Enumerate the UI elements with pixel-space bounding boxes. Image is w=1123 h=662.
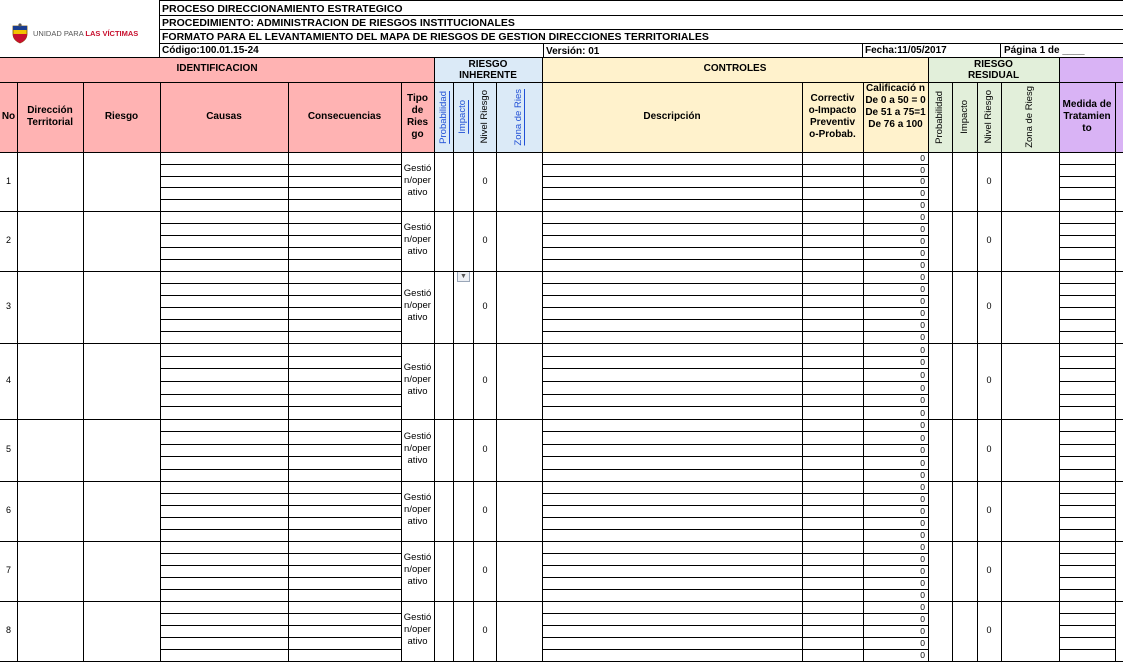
col-medida-label: Medida de Tratamien to — [1062, 99, 1112, 134]
grid-line — [862, 43, 863, 57]
grid-line — [160, 259, 401, 260]
document-date: Fecha:11/05/2017 — [865, 45, 947, 56]
control-score: 0 — [920, 165, 925, 175]
col-res-impacto-label: Impacto — [958, 100, 970, 134]
control-score: 0 — [920, 345, 925, 355]
control-score: 0 — [920, 433, 925, 443]
col-header-extra — [1115, 82, 1123, 152]
grid-line — [542, 431, 928, 432]
grid-line — [542, 406, 928, 407]
risk-type[interactable]: Gestió n/oper ativo — [403, 431, 432, 466]
col-header-zona-riesgo[interactable] — [496, 82, 542, 152]
grid-line — [160, 356, 401, 357]
residual-risk-level: 0 — [986, 375, 992, 385]
control-score: 0 — [920, 506, 925, 516]
grid-line — [1000, 43, 1001, 57]
grid-line — [542, 517, 928, 518]
residual-risk-level: 0 — [986, 565, 992, 575]
grid-line — [1059, 199, 1115, 200]
section-identificacion-label: IDENTIFICACION — [176, 62, 258, 74]
grid-line — [160, 295, 401, 296]
grid-line — [1059, 356, 1115, 357]
col-correctivo-label: Correctiv o-Impacto Preventiv o-Probab. — [808, 93, 857, 140]
grid-line — [0, 601, 1123, 602]
grid-line — [1059, 247, 1115, 248]
grid-line — [160, 235, 401, 236]
grid-line — [542, 235, 928, 236]
control-score: 0 — [920, 614, 925, 624]
grid-line — [0, 419, 1123, 420]
section-medida — [1059, 57, 1123, 82]
control-score: 0 — [920, 566, 925, 576]
grid-line — [542, 283, 928, 284]
grid-line — [1059, 431, 1115, 432]
col-header-causas — [160, 82, 288, 152]
residual-risk-level: 0 — [986, 625, 992, 635]
risk-type[interactable]: Gestió n/oper ativo — [403, 288, 432, 323]
grid-line — [542, 199, 928, 200]
grid-line — [1059, 57, 1060, 82]
colombia-coat-of-arms-icon — [10, 23, 30, 45]
grid-line — [160, 247, 401, 248]
col-header-nivel-riesgo — [473, 82, 496, 152]
grid-line — [160, 553, 401, 554]
grid-line — [542, 469, 928, 470]
col-res-nivel-label: Nivel Riesgo — [983, 90, 994, 144]
col-riesgo-label: Riesgo — [104, 111, 139, 122]
col-header-res-zona — [1001, 82, 1059, 152]
grid-line — [1115, 82, 1116, 661]
grid-line — [542, 295, 928, 296]
grid-line — [542, 649, 928, 650]
format-title: FORMATO PARA EL LEVANTAMIENTO DEL MAPA DE RIESGOS DE GESTION DIRECCIONES TERRITORIALES — [162, 31, 709, 43]
grid-line — [1059, 553, 1115, 554]
control-score: 0 — [920, 188, 925, 198]
control-score: 0 — [920, 420, 925, 430]
grid-line — [160, 444, 401, 445]
grid-line — [160, 319, 401, 320]
control-score: 0 — [920, 212, 925, 222]
control-score: 0 — [920, 248, 925, 258]
grid-line — [1059, 82, 1060, 661]
col-no-label: No — [1, 111, 16, 122]
grid-line — [1059, 283, 1115, 284]
inherent-risk-level: 0 — [482, 235, 488, 245]
grid-line — [160, 637, 401, 638]
col-header-calificacion — [863, 82, 928, 152]
grid-line — [160, 625, 401, 626]
section-controles — [542, 57, 928, 82]
control-score: 0 — [920, 236, 925, 246]
control-score: 0 — [920, 260, 925, 270]
residual-risk-level: 0 — [986, 175, 992, 186]
grid-line — [1059, 235, 1115, 236]
grid-line — [0, 211, 1123, 212]
grid-line — [160, 589, 401, 590]
grid-line — [1059, 613, 1115, 614]
grid-line — [1059, 319, 1115, 320]
control-score: 0 — [920, 518, 925, 528]
col-header-tipo — [401, 82, 434, 152]
grid-line — [1059, 381, 1115, 382]
control-score: 0 — [920, 395, 925, 405]
procedure-title: PROCEDIMIENTO: ADMINISTRACION DE RIESGOS INSTITUCIONALES — [162, 17, 515, 29]
col-header-consecuencias — [288, 82, 401, 152]
grid-line — [160, 394, 401, 395]
control-score: 0 — [920, 224, 925, 234]
grid-line — [0, 541, 1123, 542]
grid-line — [160, 164, 401, 165]
section-riesgo-residual-label: RIESGO RESIDUAL — [967, 58, 1020, 81]
grid-line — [542, 589, 928, 590]
grid-line — [542, 164, 928, 165]
grid-line — [159, 0, 1123, 1]
grid-line — [17, 82, 18, 661]
grid-line — [160, 331, 401, 332]
grid-line — [160, 199, 401, 200]
grid-line — [542, 394, 928, 395]
grid-line — [496, 82, 497, 661]
grid-line — [1059, 164, 1115, 165]
grid-line — [542, 82, 543, 661]
grid-line — [542, 637, 928, 638]
grid-line — [1059, 295, 1115, 296]
row-number: 2 — [5, 235, 11, 245]
grid-line — [160, 456, 401, 457]
control-score: 0 — [920, 357, 925, 367]
grid-line — [434, 57, 435, 82]
risk-type[interactable]: Gestió n/oper ativo — [403, 362, 432, 397]
inherent-risk-level: 0 — [482, 505, 488, 515]
grid-line — [1059, 259, 1115, 260]
grid-line — [543, 43, 544, 57]
grid-line — [863, 82, 864, 661]
section-riesgo-inherente — [434, 57, 542, 82]
grid-line — [542, 187, 928, 188]
grid-line — [1059, 444, 1115, 445]
grid-line — [159, 29, 1123, 30]
grid-line — [542, 57, 543, 82]
col-header-no — [0, 82, 17, 152]
grid-line — [542, 493, 928, 494]
grid-line — [160, 82, 161, 661]
control-score: 0 — [920, 578, 925, 588]
control-score: 0 — [920, 650, 925, 660]
grid-line — [1059, 223, 1115, 224]
grid-line — [542, 307, 928, 308]
grid-line — [542, 613, 928, 614]
grid-line — [542, 577, 928, 578]
grid-line — [542, 247, 928, 248]
control-score: 0 — [920, 320, 925, 330]
col-calificacion-label: Calificació n De 0 a 50 = 0 De 51 a 75=1 De 76 a 100 — [865, 83, 926, 130]
grid-line — [160, 493, 401, 494]
grid-line — [1059, 406, 1115, 407]
grid-line — [1059, 649, 1115, 650]
control-score: 0 — [920, 383, 925, 393]
grid-line — [1059, 187, 1115, 188]
grid-line — [1059, 307, 1115, 308]
col-tipo-label: Tipo de Ries go — [406, 93, 429, 140]
control-score: 0 — [920, 272, 925, 282]
grid-line — [0, 271, 1123, 272]
grid-line — [1059, 529, 1115, 530]
control-score: 0 — [920, 638, 925, 648]
section-riesgo-residual — [928, 57, 1059, 82]
grid-line — [1059, 493, 1115, 494]
col-nivel-riesgo-label: Nivel Riesgo — [478, 90, 490, 144]
section-riesgo-inherente-label: RIESGO INHERENTE — [459, 58, 517, 81]
col-causas-label: Causas — [206, 111, 242, 122]
col-header-impacto[interactable] — [453, 82, 473, 152]
grid-line — [83, 82, 84, 661]
grid-line — [542, 368, 928, 369]
residual-risk-level: 0 — [986, 235, 992, 245]
grid-line — [542, 331, 928, 332]
grid-line — [952, 82, 953, 661]
logo-text-post: LAS VÍCTIMAS — [85, 29, 139, 38]
control-score: 0 — [920, 470, 925, 480]
control-score: 0 — [920, 482, 925, 492]
grid-line — [928, 57, 929, 82]
grid-line — [160, 368, 401, 369]
grid-line — [1059, 565, 1115, 566]
grid-line — [160, 223, 401, 224]
grid-line — [1059, 456, 1115, 457]
grid-line — [160, 406, 401, 407]
grid-line — [1059, 176, 1115, 177]
grid-line — [1059, 589, 1115, 590]
row-number: 7 — [5, 565, 11, 575]
grid-line — [542, 381, 928, 382]
residual-risk-level: 0 — [986, 444, 992, 454]
grid-line — [802, 82, 803, 661]
document-code: Código:100.01.15-24 — [162, 45, 259, 56]
row-number: 6 — [5, 505, 11, 515]
risk-type[interactable]: Gestió n/oper ativo — [403, 162, 432, 198]
grid-line — [1059, 394, 1115, 395]
grid-line — [0, 343, 1123, 344]
grid-line — [288, 82, 289, 661]
control-score: 0 — [920, 530, 925, 540]
col-header-res-nivel — [977, 82, 1001, 152]
grid-line — [160, 187, 401, 188]
control-score: 0 — [920, 408, 925, 418]
inherent-risk-level: 0 — [482, 375, 488, 385]
grid-line — [160, 649, 401, 650]
grid-line — [1001, 82, 1002, 661]
col-header-res-probabilidad — [928, 82, 952, 152]
col-header-probabilidad[interactable] — [434, 82, 453, 152]
document-version: Versión: 01 — [546, 46, 600, 57]
row-number: 8 — [5, 625, 11, 635]
grid-line — [1059, 625, 1115, 626]
control-score: 0 — [920, 176, 925, 186]
grid-line — [160, 565, 401, 566]
grid-line — [160, 613, 401, 614]
control-score: 0 — [920, 284, 925, 294]
control-score: 0 — [920, 370, 925, 380]
grid-line — [1059, 577, 1115, 578]
risk-type[interactable]: Gestió n/oper ativo — [403, 222, 432, 257]
grid-line — [160, 283, 401, 284]
grid-line — [160, 381, 401, 382]
risk-type[interactable]: Gestió n/oper ativo — [403, 552, 432, 587]
control-score: 0 — [920, 458, 925, 468]
grid-line — [473, 82, 474, 661]
row-number: 5 — [5, 444, 11, 454]
grid-line — [542, 444, 928, 445]
col-consecuencias-label: Consecuencias — [307, 111, 382, 122]
grid-line — [542, 625, 928, 626]
grid-line — [0, 82, 1123, 83]
grid-line — [1059, 368, 1115, 369]
grid-line — [542, 176, 928, 177]
grid-line — [542, 223, 928, 224]
grid-line — [159, 0, 160, 57]
row-number: 4 — [5, 375, 11, 385]
control-score: 0 — [920, 542, 925, 552]
control-score: 0 — [920, 554, 925, 564]
grid-line — [0, 152, 1123, 153]
col-res-probabilidad-label: Probabilidad — [934, 90, 945, 144]
process-title: PROCESO DIRECCIONAMIENTO ESTRATEGICO — [162, 3, 403, 15]
document-page: Página 1 de ____ — [1004, 45, 1085, 56]
grid-line — [0, 57, 1123, 58]
section-controles-label: CONTROLES — [703, 62, 767, 74]
grid-line — [542, 565, 928, 566]
grid-line — [0, 481, 1123, 482]
control-score: 0 — [920, 308, 925, 318]
inherent-risk-level: 0 — [482, 565, 488, 575]
grid-line — [542, 356, 928, 357]
grid-line — [542, 259, 928, 260]
residual-risk-level: 0 — [986, 301, 992, 311]
dropdown-arrow-button[interactable]: ▼ — [457, 271, 470, 282]
control-score: 0 — [920, 590, 925, 600]
grid-line — [453, 82, 454, 661]
grid-line — [542, 553, 928, 554]
control-score: 0 — [920, 200, 925, 210]
col-probabilidad-label[interactable]: Probabilidad — [437, 90, 449, 144]
col-header-correctivo — [802, 82, 863, 152]
grid-line — [928, 82, 929, 661]
inherent-risk-level: 0 — [482, 301, 488, 311]
control-score: 0 — [920, 296, 925, 306]
grid-line — [160, 307, 401, 308]
grid-line — [160, 577, 401, 578]
grid-line — [1059, 517, 1115, 518]
grid-line — [1059, 331, 1115, 332]
col-header-riesgo — [83, 82, 160, 152]
grid-line — [542, 319, 928, 320]
grid-line — [434, 82, 435, 661]
grid-line — [1059, 469, 1115, 470]
inherent-risk-level: 0 — [482, 175, 488, 186]
grid-line — [160, 176, 401, 177]
control-score: 0 — [920, 626, 925, 636]
inherent-risk-level: 0 — [482, 444, 488, 454]
inherent-risk-level: 0 — [482, 625, 488, 635]
control-score: 0 — [920, 602, 925, 612]
grid-line — [977, 82, 978, 661]
col-zona-riesgo-label[interactable]: Zona de Ries — [513, 88, 524, 146]
grid-line — [542, 529, 928, 530]
control-score: 0 — [920, 494, 925, 504]
col-direccion-label: Dirección Territorial — [27, 105, 73, 128]
grid-line — [1059, 505, 1115, 506]
grid-line — [160, 529, 401, 530]
grid-line — [160, 431, 401, 432]
col-header-medida — [1059, 82, 1115, 152]
grid-line — [160, 469, 401, 470]
risk-type[interactable]: Gestió n/oper ativo — [403, 492, 432, 527]
col-res-zona-label: Zona de Riesg — [1024, 86, 1035, 148]
row-number: 1 — [5, 175, 11, 186]
grid-line — [542, 505, 928, 506]
control-score: 0 — [920, 153, 925, 163]
grid-line — [542, 456, 928, 457]
section-identificacion — [0, 57, 434, 82]
col-header-descripcion — [542, 82, 802, 152]
control-score: 0 — [920, 445, 925, 455]
logo — [0, 0, 159, 57]
grid-line — [159, 15, 1123, 16]
col-descripcion-label: Descripción — [643, 111, 701, 122]
risk-type[interactable]: Gestió n/oper ativo — [403, 612, 432, 647]
grid-line — [160, 517, 401, 518]
grid-line — [1059, 637, 1115, 638]
logo-text-pre: UNIDAD PARA — [33, 29, 84, 38]
control-score: 0 — [920, 332, 925, 342]
col-header-res-impacto — [952, 82, 977, 152]
grid-line — [159, 43, 1123, 44]
residual-risk-level: 0 — [986, 505, 992, 515]
col-header-direccion — [17, 82, 83, 152]
grid-line — [160, 505, 401, 506]
row-number: 3 — [5, 301, 11, 311]
col-impacto-label[interactable]: Impacto — [457, 100, 468, 134]
